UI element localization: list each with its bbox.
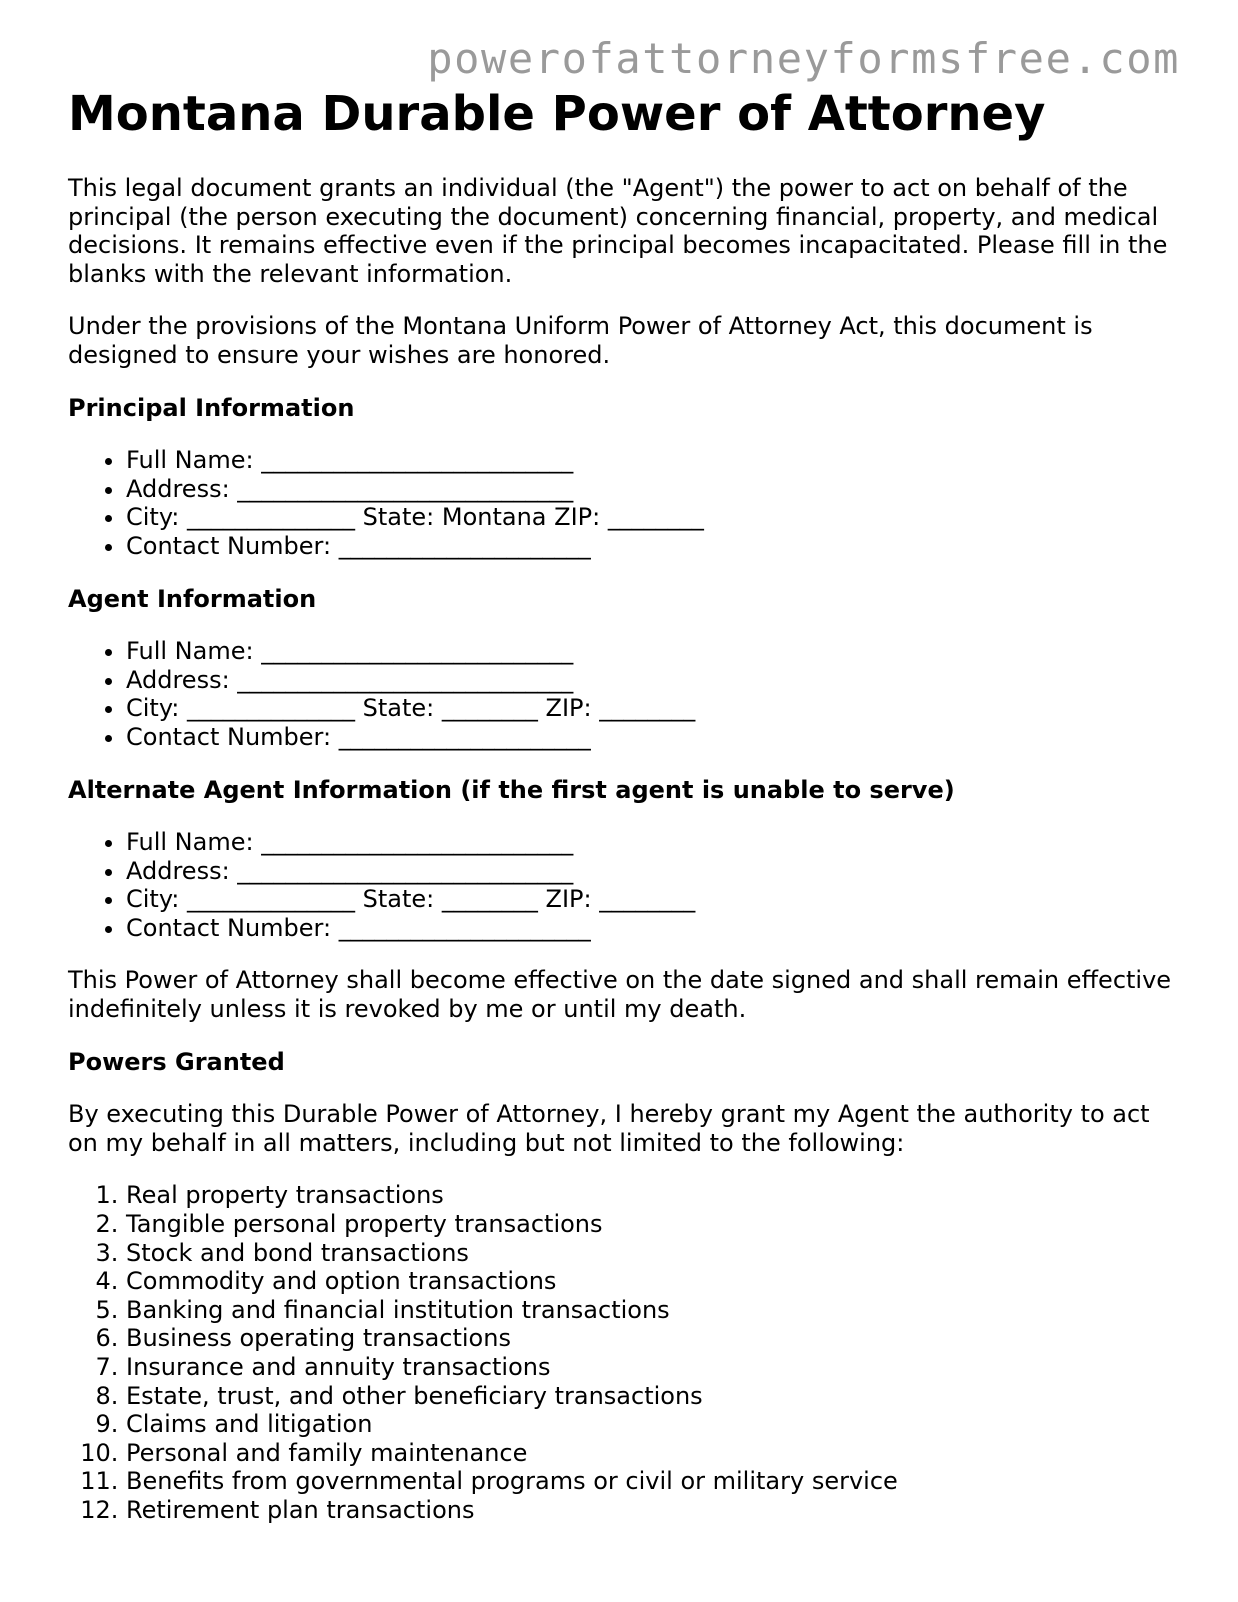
- power-item: 3. Stock and bond transactions: [126, 1239, 1178, 1268]
- document-page: [68, 84, 1178, 1525]
- agent-address-field: • Address: ____________________________: [126, 666, 1178, 695]
- power-item: 8. Estate, trust, and other beneficiary transactions: [126, 1382, 1178, 1411]
- power-item: 1. Real property transactions: [126, 1181, 1178, 1210]
- powers-intro: By executing this Durable Power of Attorney, I hereby grant my Agent the authority to act on my behalf in all matters, including but not limited to the following:: [68, 1100, 1150, 1157]
- power-item: 6. Business operating transactions: [126, 1324, 1178, 1353]
- power-item: 9. Claims and litigation: [126, 1410, 1178, 1439]
- intro-paragraph: This legal document grants an individual (the "Agent") the power to act on behalf of the principal (the person executing the document) concerning financial, property, and medical decisions. It remains effective even if the principal becomes incapacitated. Please fill in the blanks with the relevant information.: [68, 174, 1168, 288]
- alternate-agent-address-field: • Address: ____________________________: [126, 857, 1178, 886]
- provisions-paragraph: Under the provisions of the Montana Uniform Power of Attorney Act, this document is designed to ensure your wishes are honored.: [68, 312, 1093, 369]
- alternate-agent-contact-field: • Contact Number: _____________________: [126, 914, 1178, 943]
- principal-city-state-zip-field: • City: ______________ State: Montana ZIP: ________: [126, 503, 1178, 532]
- power-item: 10. Personal and family maintenance: [126, 1439, 1178, 1468]
- power-item: 2. Tangible personal property transactions: [126, 1210, 1178, 1239]
- principal-heading: Principal Information: [68, 393, 355, 422]
- alternate-agent-heading: Alternate Agent Information (if the first agent is unable to serve): [68, 775, 955, 804]
- agent-fields: [68, 637, 1178, 751]
- power-item: 12. Retirement plan transactions: [126, 1496, 1178, 1525]
- principal-contact-field: • Contact Number: _____________________: [126, 532, 1178, 561]
- document-title: Montana Durable Power of Attorney: [68, 86, 1046, 142]
- watermark: powerofattorneyformsfree.com: [427, 34, 1180, 83]
- effective-statement: This Power of Attorney shall become effective on the date signed and shall remain effective indefinitely unless it is revoked by me or until my death.: [68, 966, 1172, 1024]
- principal-address-field: • Address: ____________________________: [126, 475, 1178, 504]
- alternate-agent-full-name-field: • Full Name: __________________________: [126, 828, 1178, 857]
- power-item: 4. Commodity and option transactions: [126, 1267, 1178, 1296]
- principal-full-name-field: • Full Name: __________________________: [126, 446, 1178, 475]
- alternate-agent-city-state-zip-field: • City: ______________ State: ________ ZIP: ________: [126, 885, 1178, 914]
- agent-heading: Agent Information: [68, 584, 317, 613]
- principal-fields: [68, 446, 1178, 560]
- agent-contact-field: • Contact Number: _____________________: [126, 723, 1178, 752]
- power-item: 11. Benefits from governmental programs or civil or military service: [126, 1467, 1178, 1496]
- powers-list: [68, 1181, 1178, 1524]
- agent-full-name-field: • Full Name: __________________________: [126, 637, 1178, 666]
- alternate-agent-fields: [68, 828, 1178, 942]
- power-item: 7. Insurance and annuity transactions: [126, 1353, 1178, 1382]
- power-item: 5. Banking and financial institution transactions: [126, 1296, 1178, 1325]
- powers-heading: Powers Granted: [68, 1047, 285, 1076]
- agent-city-state-zip-field: • City: ______________ State: ________ ZIP: ________: [126, 694, 1178, 723]
